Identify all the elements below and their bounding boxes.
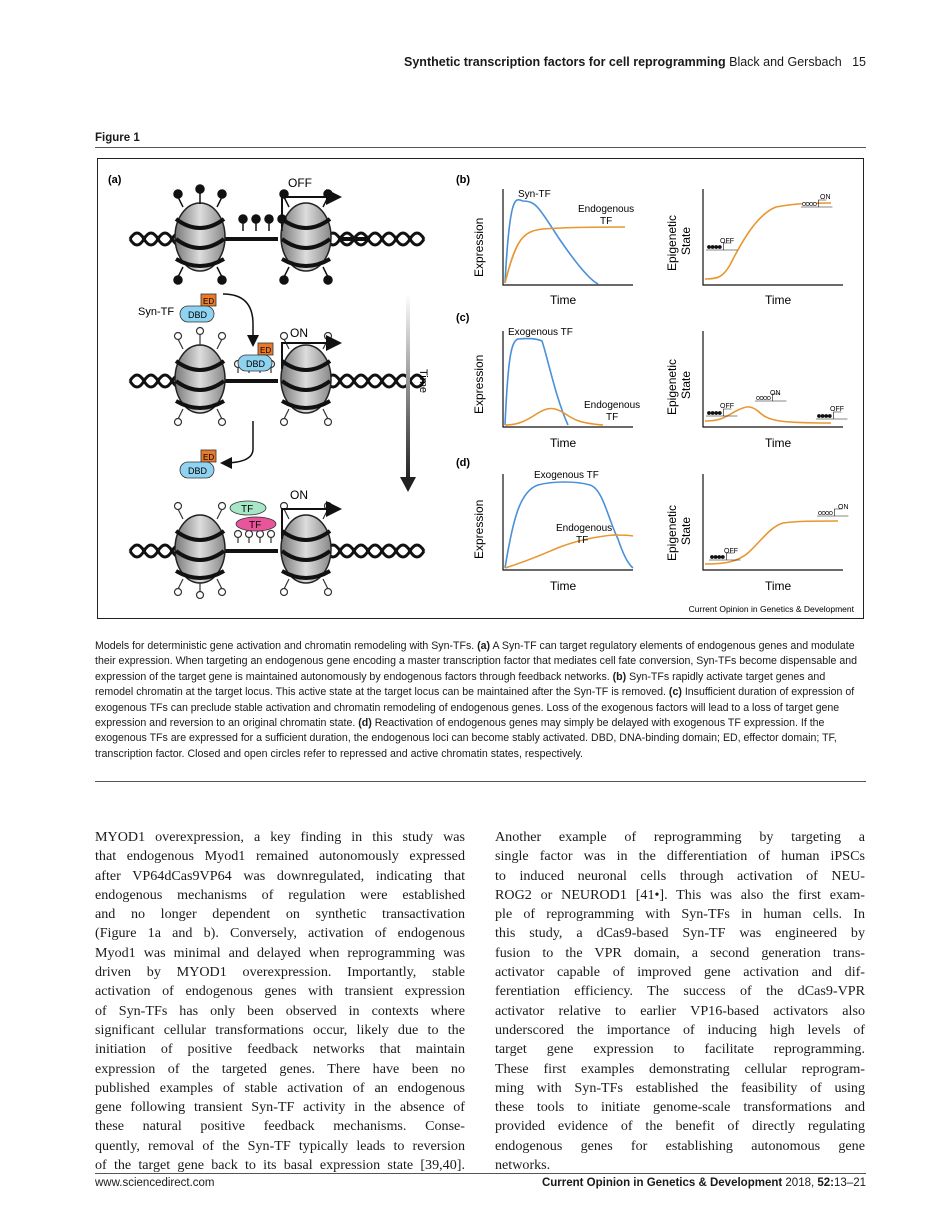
body-column-right xyxy=(495,828,865,1175)
off-label: OFF xyxy=(288,176,312,190)
caption-intro: Models for deterministic gene activation and chromatin remodeling with Syn-TFs. xyxy=(95,640,478,652)
open-mark-icon xyxy=(756,396,759,399)
curved-arrow-icon xyxy=(223,421,253,463)
closed-mark-icon xyxy=(718,411,721,414)
body-column-left xyxy=(95,828,465,1175)
closed-mark-icon xyxy=(817,414,820,417)
open-mark-icon xyxy=(826,511,829,514)
chromatin-row-on-endo xyxy=(130,488,424,599)
footer-citation xyxy=(542,1177,866,1189)
c-ylabel: Expression xyxy=(472,354,486,414)
d-epi-xlabel: Time xyxy=(765,579,792,593)
body-line: MYOD1 overexpression, a key finding in this study was xyxy=(95,829,465,845)
d-ylabel: Expression xyxy=(472,499,486,559)
d-on-label: ON xyxy=(838,504,849,511)
b-on-label: ON xyxy=(820,194,831,201)
running-header xyxy=(404,55,866,69)
footer-url[interactable]: www.sciencedirect.com xyxy=(95,1177,215,1189)
figure-credit: Current Opinion in Genetics & Development xyxy=(688,604,854,614)
open-mark-icon xyxy=(829,511,832,514)
d-endo-label-2: TF xyxy=(576,535,589,546)
d-endo-curve xyxy=(505,535,633,568)
d-epi-label-1: Epigenetic xyxy=(665,504,679,561)
footer-pages: 13–21 xyxy=(834,1177,866,1189)
b-epi-label-2: State xyxy=(679,226,693,255)
d-expression-axes xyxy=(503,474,633,570)
body-line: activator capable of improved gene activation and dif- xyxy=(495,964,865,981)
open-mark-icon xyxy=(822,511,825,514)
header-authors: Black and Gersbach xyxy=(729,55,842,69)
body-line: fusion to the VPR domain, a second generation trans- xyxy=(495,944,865,961)
b-ylabel: Expression xyxy=(472,217,486,277)
body-line: these tools to initiate genome-scale transformations and xyxy=(495,1099,865,1116)
on-label-1: ON xyxy=(290,326,308,340)
footer-year: 2018, xyxy=(785,1177,815,1189)
dbd-label: DBD xyxy=(188,310,208,320)
c-epi-xlabel: Time xyxy=(765,436,792,450)
ed-label: ED xyxy=(203,297,215,306)
caption-tag-a: (a) xyxy=(477,640,491,652)
closed-mark-icon xyxy=(718,555,721,558)
b-endo-curve xyxy=(505,227,625,283)
body-line: to induced neuronal cells through activation of NEU- xyxy=(495,867,865,884)
header-title: Synthetic transcription factors for cell reprogramming xyxy=(404,55,726,69)
c-off-label-2: OFF xyxy=(830,406,844,413)
body-line: these natural positive feedback mechanisms. Conse- xyxy=(95,1118,465,1135)
d-xlabel: Time xyxy=(550,579,577,593)
closed-mark-icon xyxy=(714,555,717,558)
c-epi-label-2: State xyxy=(679,370,693,399)
panel-d-letter: (d) xyxy=(456,457,471,469)
d-epi-label-2: State xyxy=(679,516,693,545)
open-mark-icon xyxy=(810,202,813,205)
closed-mark-icon xyxy=(821,414,824,417)
body-line: single factor was in the differentiation of human iPSCs xyxy=(495,848,865,865)
caption-rule xyxy=(95,781,866,782)
closed-mark-icon xyxy=(715,411,718,414)
curved-arrow-icon xyxy=(223,294,253,344)
ed-label: ED xyxy=(203,453,215,462)
c-xlabel: Time xyxy=(550,436,577,450)
body-line: of Syn-TFs has only been observed in contexts where xyxy=(95,1002,465,1019)
b-xlabel: Time xyxy=(550,293,577,307)
caption-tag-b: (b) xyxy=(612,670,627,683)
c-exo-curve xyxy=(505,339,568,425)
footer-volume: 52: xyxy=(817,1177,835,1189)
footer-rule xyxy=(95,1173,866,1174)
chromatin-row-off xyxy=(130,176,424,284)
body-line: ple of reprogramming with Syn-TFs in human cells. In xyxy=(495,906,865,923)
c-on-label: ON xyxy=(770,390,781,397)
body-line: quently, removal of the Syn-TF typically leads to reversion xyxy=(95,1137,465,1154)
body-line: significant cellular transformations occur, likely due to the xyxy=(95,1021,465,1038)
footer-journal: Current Opinion in Genetics & Development xyxy=(541,1177,783,1189)
open-mark-icon xyxy=(806,202,809,205)
body-line: expression of the targeted genes. There have been no xyxy=(95,1060,465,1077)
body-line: this study, a dCas9-based Syn-TF was engineered by xyxy=(495,925,865,942)
chromatin-row-on-syntf xyxy=(130,326,424,426)
ed-label: ED xyxy=(260,346,272,355)
body-line: ROG2 or NEUROD1 [41•]. This was also the first exam- xyxy=(495,886,865,903)
c-epi-label-1: Epigenetic xyxy=(665,358,679,415)
caption-tag-d: (d) xyxy=(358,717,372,730)
time-arrow-icon xyxy=(406,294,410,479)
panel-a-letter: (a) xyxy=(108,174,122,186)
header-page: 15 xyxy=(852,55,866,69)
body-line: gene following transient Syn-TF activity in the absence of xyxy=(95,1099,465,1116)
closed-mark-icon xyxy=(825,414,828,417)
body-line: (Figure 1a and b). Conversely, activation of endogenous xyxy=(95,925,465,942)
body-line: Myod1 was minimal and delayed when reprogramming was xyxy=(95,944,465,961)
b-endo-label-2: TF xyxy=(600,216,613,227)
closed-mark-icon xyxy=(721,555,724,558)
figure-caption xyxy=(95,639,865,762)
figure-panel xyxy=(97,158,864,619)
tf-label: TF xyxy=(241,504,254,515)
closed-mark-icon xyxy=(828,414,831,417)
body-line: activation of endogenous genes with transient expression xyxy=(95,983,465,1000)
caption-text-a: A Syn-TF can target regulatory elements of endogenous genes and modulate their expression. When targeting an endogenous gene encoding a master transcription factor that mediates cell fate conversion, Syn-TFs become dispensable and expression of the target gene is maintained autonomously by endogenous factors through feedback networks. xyxy=(95,640,858,683)
on-label-2: ON xyxy=(290,488,308,502)
body-line: Another example of reprogramming by targeting a xyxy=(495,829,865,845)
c-endo-label-2: TF xyxy=(606,412,619,423)
closed-mark-icon xyxy=(715,245,718,248)
c-endo-label-1: Endogenous xyxy=(584,400,641,411)
syn-tf-label: Syn-TF xyxy=(138,306,175,318)
b-endo-label-1: Endogenous xyxy=(578,204,635,215)
open-mark-icon xyxy=(813,202,816,205)
c-epigenetic-axes xyxy=(703,331,843,427)
b-off-label: OFF xyxy=(720,238,734,245)
d-epi-curve xyxy=(705,521,838,564)
caption-text-c: Insufficient duration of expression of exogenous TFs can preclude stable activation and chromatin remodeling of endogenous genes. Loss of the exogenous factors will lead to a loss of target gene expression and reversion to an original chromatin state. xyxy=(95,686,855,730)
d-exo-label: Exogenous TF xyxy=(534,470,599,481)
closed-mark-icon xyxy=(711,411,714,414)
open-mark-icon xyxy=(764,396,767,399)
dbd-label: DBD xyxy=(188,466,208,476)
b-epi-label-1: Epigenetic xyxy=(665,214,679,271)
body-line: driven by MYOD1 overexpression. Importantly, stable xyxy=(95,964,465,981)
body-line: endogenous mechanisms of regulation were established xyxy=(95,886,465,903)
closed-mark-icon xyxy=(718,245,721,248)
panel-c-letter: (c) xyxy=(456,312,470,324)
panel-b-letter: (b) xyxy=(456,174,471,186)
body-line: networks. xyxy=(495,1157,551,1174)
tf-label: TF xyxy=(249,520,262,531)
c-exo-label: Exogenous TF xyxy=(508,327,573,338)
closed-mark-icon xyxy=(710,555,713,558)
body-line: after VP64dCas9VP64 was downregulated, indicating that xyxy=(95,867,465,884)
body-line: initiation of positive feedback networks that maintain xyxy=(95,1041,465,1058)
body-line: underscored the importance of inducing high levels of xyxy=(495,1021,865,1038)
closed-mark-icon xyxy=(711,245,714,248)
d-off-label: OFF xyxy=(724,548,738,555)
body-line: that endogenous Myod1 remained autonomously expressed xyxy=(95,848,465,865)
b-epi-xlabel: Time xyxy=(765,293,792,307)
d-endo-label-1: Endogenous xyxy=(556,523,613,534)
body-line: activator relative to earlier VP16-based activators also xyxy=(495,1002,865,1019)
top-rule xyxy=(95,147,866,148)
caption-text-b: Syn-TFs rapidly activate target genes and remodel chromatin at the target locus. This active state at the target locus can be maintained after the Syn-TF is removed. xyxy=(95,670,826,699)
open-mark-icon xyxy=(818,511,821,514)
caption-tag-c: (c) xyxy=(668,686,682,699)
body-line: target gene expression to facilitate reprogramming. xyxy=(495,1041,865,1058)
b-syn-tf-label: Syn-TF xyxy=(518,189,551,200)
closed-mark-icon xyxy=(707,245,710,248)
open-mark-icon xyxy=(802,202,805,205)
body-line: ming with Syn-TFs established the feasibility of using xyxy=(495,1079,865,1096)
body-line: ferentiation efficiency. The success of the dCas9-VPR xyxy=(495,983,865,1000)
figure-label: Figure 1 xyxy=(95,132,140,144)
body-line: provided evidence of the benefit of directly regulating xyxy=(495,1118,865,1135)
dbd-label: DBD xyxy=(246,359,266,369)
body-line: published examples of stable activation of an endogenous xyxy=(95,1079,465,1096)
body-line: These first examples demonstrating cellular reprogram- xyxy=(495,1060,865,1077)
body-line: endogenous genes for establishing autonomous gene xyxy=(495,1137,865,1154)
body-line: of the target gene back to its basal expression state [39,40]. xyxy=(95,1157,465,1174)
time-label: Time xyxy=(417,369,429,394)
closed-mark-icon xyxy=(707,411,710,414)
caption-text-d: Reactivation of endogenous genes may simply be delayed with exogenous TF expression. If the exogenous TFs are expressed for a sufficient duration, the endogenous loci can become stably activated. DBD, DNA-binding domain; ED, effector domain; TF, transcription factor. Closed and open circles refer to repressed and active chromatin states, respectively. xyxy=(95,717,837,760)
c-off-label-1: OFF xyxy=(720,403,734,410)
body-line: and no longer dependent on synthetic transactivation xyxy=(95,906,465,923)
open-mark-icon xyxy=(760,396,763,399)
